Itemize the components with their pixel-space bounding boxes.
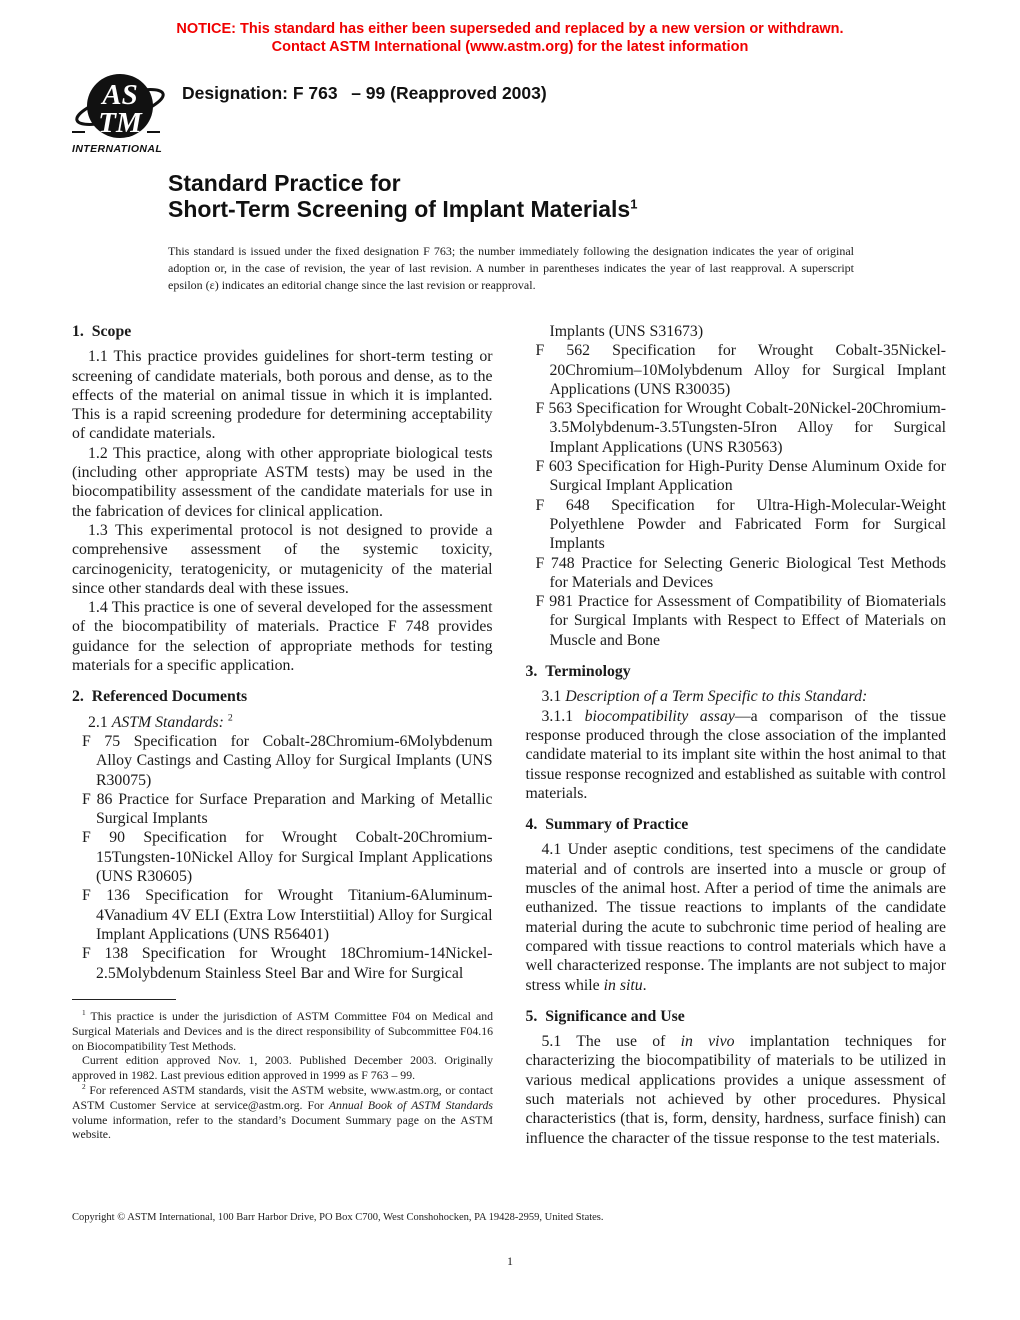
footnotes-block xyxy=(72,999,493,1142)
right-column xyxy=(526,322,947,1148)
section-5-heading: 5. Significance and Use xyxy=(525,1007,685,1025)
para-2-1: 2.1 ASTM Standards: $^2$ xyxy=(88,712,233,731)
para-3-1-1: 3.1.1 biocompatibility assay—a comparison of the tissue response produced through the close association of the implanted candidate material to its implant site within the host animal to that tissue response recognized and established as suitable with control materials. xyxy=(525,707,947,802)
logo-base-dashes xyxy=(72,131,160,133)
reference-item-f75: F 75 Specification for Cobalt-28Chromium-6Molybdenum Alloy Castings and Casting Alloy for Surgical Implants (UNS R30075) xyxy=(82,732,493,789)
para-1-2: 1.2 This practice, along with other appropriate biological tests (including other appropriate ASTM tests) may be used in the biocompatibility assessment of the candidate materials for use in the fabrication of devices for clinical application. xyxy=(72,444,493,520)
reference-item-f138: F 138 Specification for Wrought 18Chromium-14Nickel-2.5Molybdenum Stainless Steel Bar and Wire for Surgical xyxy=(82,945,493,982)
footnote-1-edition: Current edition approved Nov. 1, 2003. Published December 2003. Originally approved in 1982. Last previous edition approved in 1999 as F 763 – 99. xyxy=(72,1053,493,1083)
document-title xyxy=(168,170,637,222)
para-4-1: 4.1 Under aseptic conditions, test specimens of the candidate material and of controls are inserted into a muscle or group of muscles of the animal host. After a period of time the animals are euthanized. The tissue reactions to implants of the candidate material during the acute to subchronic time period of healing are compared with tissue reactions to control materials which have a well characterized response. The implants are not subject to major stress while in situ. xyxy=(525,841,946,994)
reference-item-f90: F 90 Specification for Wrought Cobalt-20Chromium-15Tungsten-10Nickel Alloy for Surgical Implant Applications (UNS R30605) xyxy=(82,829,493,886)
para-1-3: 1.3 This experimental protocol is not designed to provide a comprehensive assessment of the systemic toxicity, carcinogenicity, teratogenicity, or mutagenicity of the material since other standards deal with these issues. xyxy=(72,521,493,597)
superseded-notice xyxy=(0,21,1020,56)
title-footnote-ref: 1 xyxy=(630,196,638,212)
designation-text: Designation: F 763 – 99 (Reapproved 2003) xyxy=(182,83,547,103)
reference-item-f136: F 136 Specification for Wrought Titanium-6Aluminum-4Vanadium 4V ELI (Extra Low Interstiitial) Alloy for Surgical Implant Applications (UNS R56401) xyxy=(82,887,493,943)
section-3-heading: 3. Terminology xyxy=(525,663,631,681)
title-line-2 xyxy=(168,196,637,222)
para-5-1: 5.1 The use of in vivo implantation techniques for characterizing the biocompatibility of materials to be utilized in various medical applications provides a unique assessment of such materials not achieved by other procedures. Physical characteristics (that is, form, density, hardness, surface finish) can influence the character of the tissue response to the test materials. xyxy=(525,1033,946,1147)
notice-line-1: NOTICE: This standard has either been superseded and replaced by a new version or withdrawn. xyxy=(176,21,844,37)
reference-item-f603: F 603 Specification for High-Purity Dense Aluminum Oxide for Surgical Implant Application xyxy=(535,458,946,495)
para-1-1: 1.1 This practice provides guidelines for short-term testing or screening of candidate materials, both porous and dense, as to the effects of the material on animal tissue in which it is implanted. This is a rapid screening prodedure for determining acceptability of candidate materials. xyxy=(72,348,493,443)
document-header xyxy=(72,74,547,155)
footnote-rule xyxy=(72,999,176,1000)
title-line-2-text: Short-Term Screening of Implant Materials xyxy=(168,196,631,222)
astm-logo xyxy=(72,74,168,155)
para-3-1: 3.1 Description of a Term Specific to this Standard: xyxy=(541,688,868,706)
reference-item-f981: F 981 Practice for Assessment of Compatibility of Biomaterials for Surgical Implants with Respect to Effect of Materials on Muscle and Bone xyxy=(535,593,946,649)
section-1-heading: 1. Scope xyxy=(72,323,132,340)
section-2-heading: 2. Referenced Documents xyxy=(72,688,248,706)
footnote-2: $^2$ For referenced ASTM standards, visit the ASTM website, www.astm.org, or contact ASTM Customer Service at service@astm.org. For Annual Book of ASTM Standards volume information, refer to the standard’s Document Summary page on the ASTM website. xyxy=(72,1082,493,1142)
reference-item-f138-continuation: Implants (UNS S31673) xyxy=(549,323,704,340)
footnote-1: $^1$ This practice is under the jurisdiction of ASTM Committee F04 on Medical and Surgical Materials and Devices and is the direct responsibility of Subcommittee F04.16 on Biocompatibility Test Methods. xyxy=(72,1008,493,1053)
copyright-line: Copyright © ASTM International, 100 Barr Harbor Drive, PO Box C700, West Conshohocken, PA 19428-2959, United States. xyxy=(72,1212,604,1223)
reference-item-f562: F 562 Specification for Wrought Cobalt-35Nickel-20Chromium–10Molybdenum Alloy for Surgical Implant Applications (UNS R30035) xyxy=(535,342,946,398)
reference-item-f563: F 563 Specification for Wrought Cobalt-20Nickel-20Chromium-3.5Molybdenum-3.5Tungsten-5Iron Alloy for Surgical Implant Applications (UNS R30563) xyxy=(535,400,946,456)
logo-international-label: INTERNATIONAL xyxy=(72,143,163,155)
section-4-heading: 4. Summary of Practice xyxy=(525,816,689,834)
title-line-1: Standard Practice for xyxy=(168,170,401,196)
notice-line-2: Contact ASTM International (www.astm.org) for the latest information xyxy=(271,38,749,55)
svg-text:TM: TM xyxy=(98,107,142,139)
standard-preamble: This standard is issued under the fixed designation F 763; the number immediately following the designation indicates the year of original adoption or, in the case of revision, the year of last revision. A number in parentheses indicates the year of last reapproval. A superscript epsilon (ε) indicates an editorial change since the last revision or reapproval. xyxy=(168,244,854,292)
reference-item-f86: F 86 Practice for Surface Preparation and Marking of Metallic Surgical Implants xyxy=(82,790,493,828)
reference-item-f648: F 648 Specification for Ultra-High-Molecular-Weight Polyethlene Powder and Fabricated Form for Surgical Implants xyxy=(535,496,946,553)
reference-item-f748: F 748 Practice for Selecting Generic Biological Test Methods for Materials and Devices xyxy=(535,554,946,591)
page-number: 1 xyxy=(507,1254,513,1268)
svg-text:AS: AS xyxy=(102,79,138,111)
para-1-4: 1.4 This practice is one of several developed for the assessment of the biocompatibility of materials. Practice F 748 provides guidance for the selection of appropriate methods for testing materials for a specific application. xyxy=(72,599,493,675)
